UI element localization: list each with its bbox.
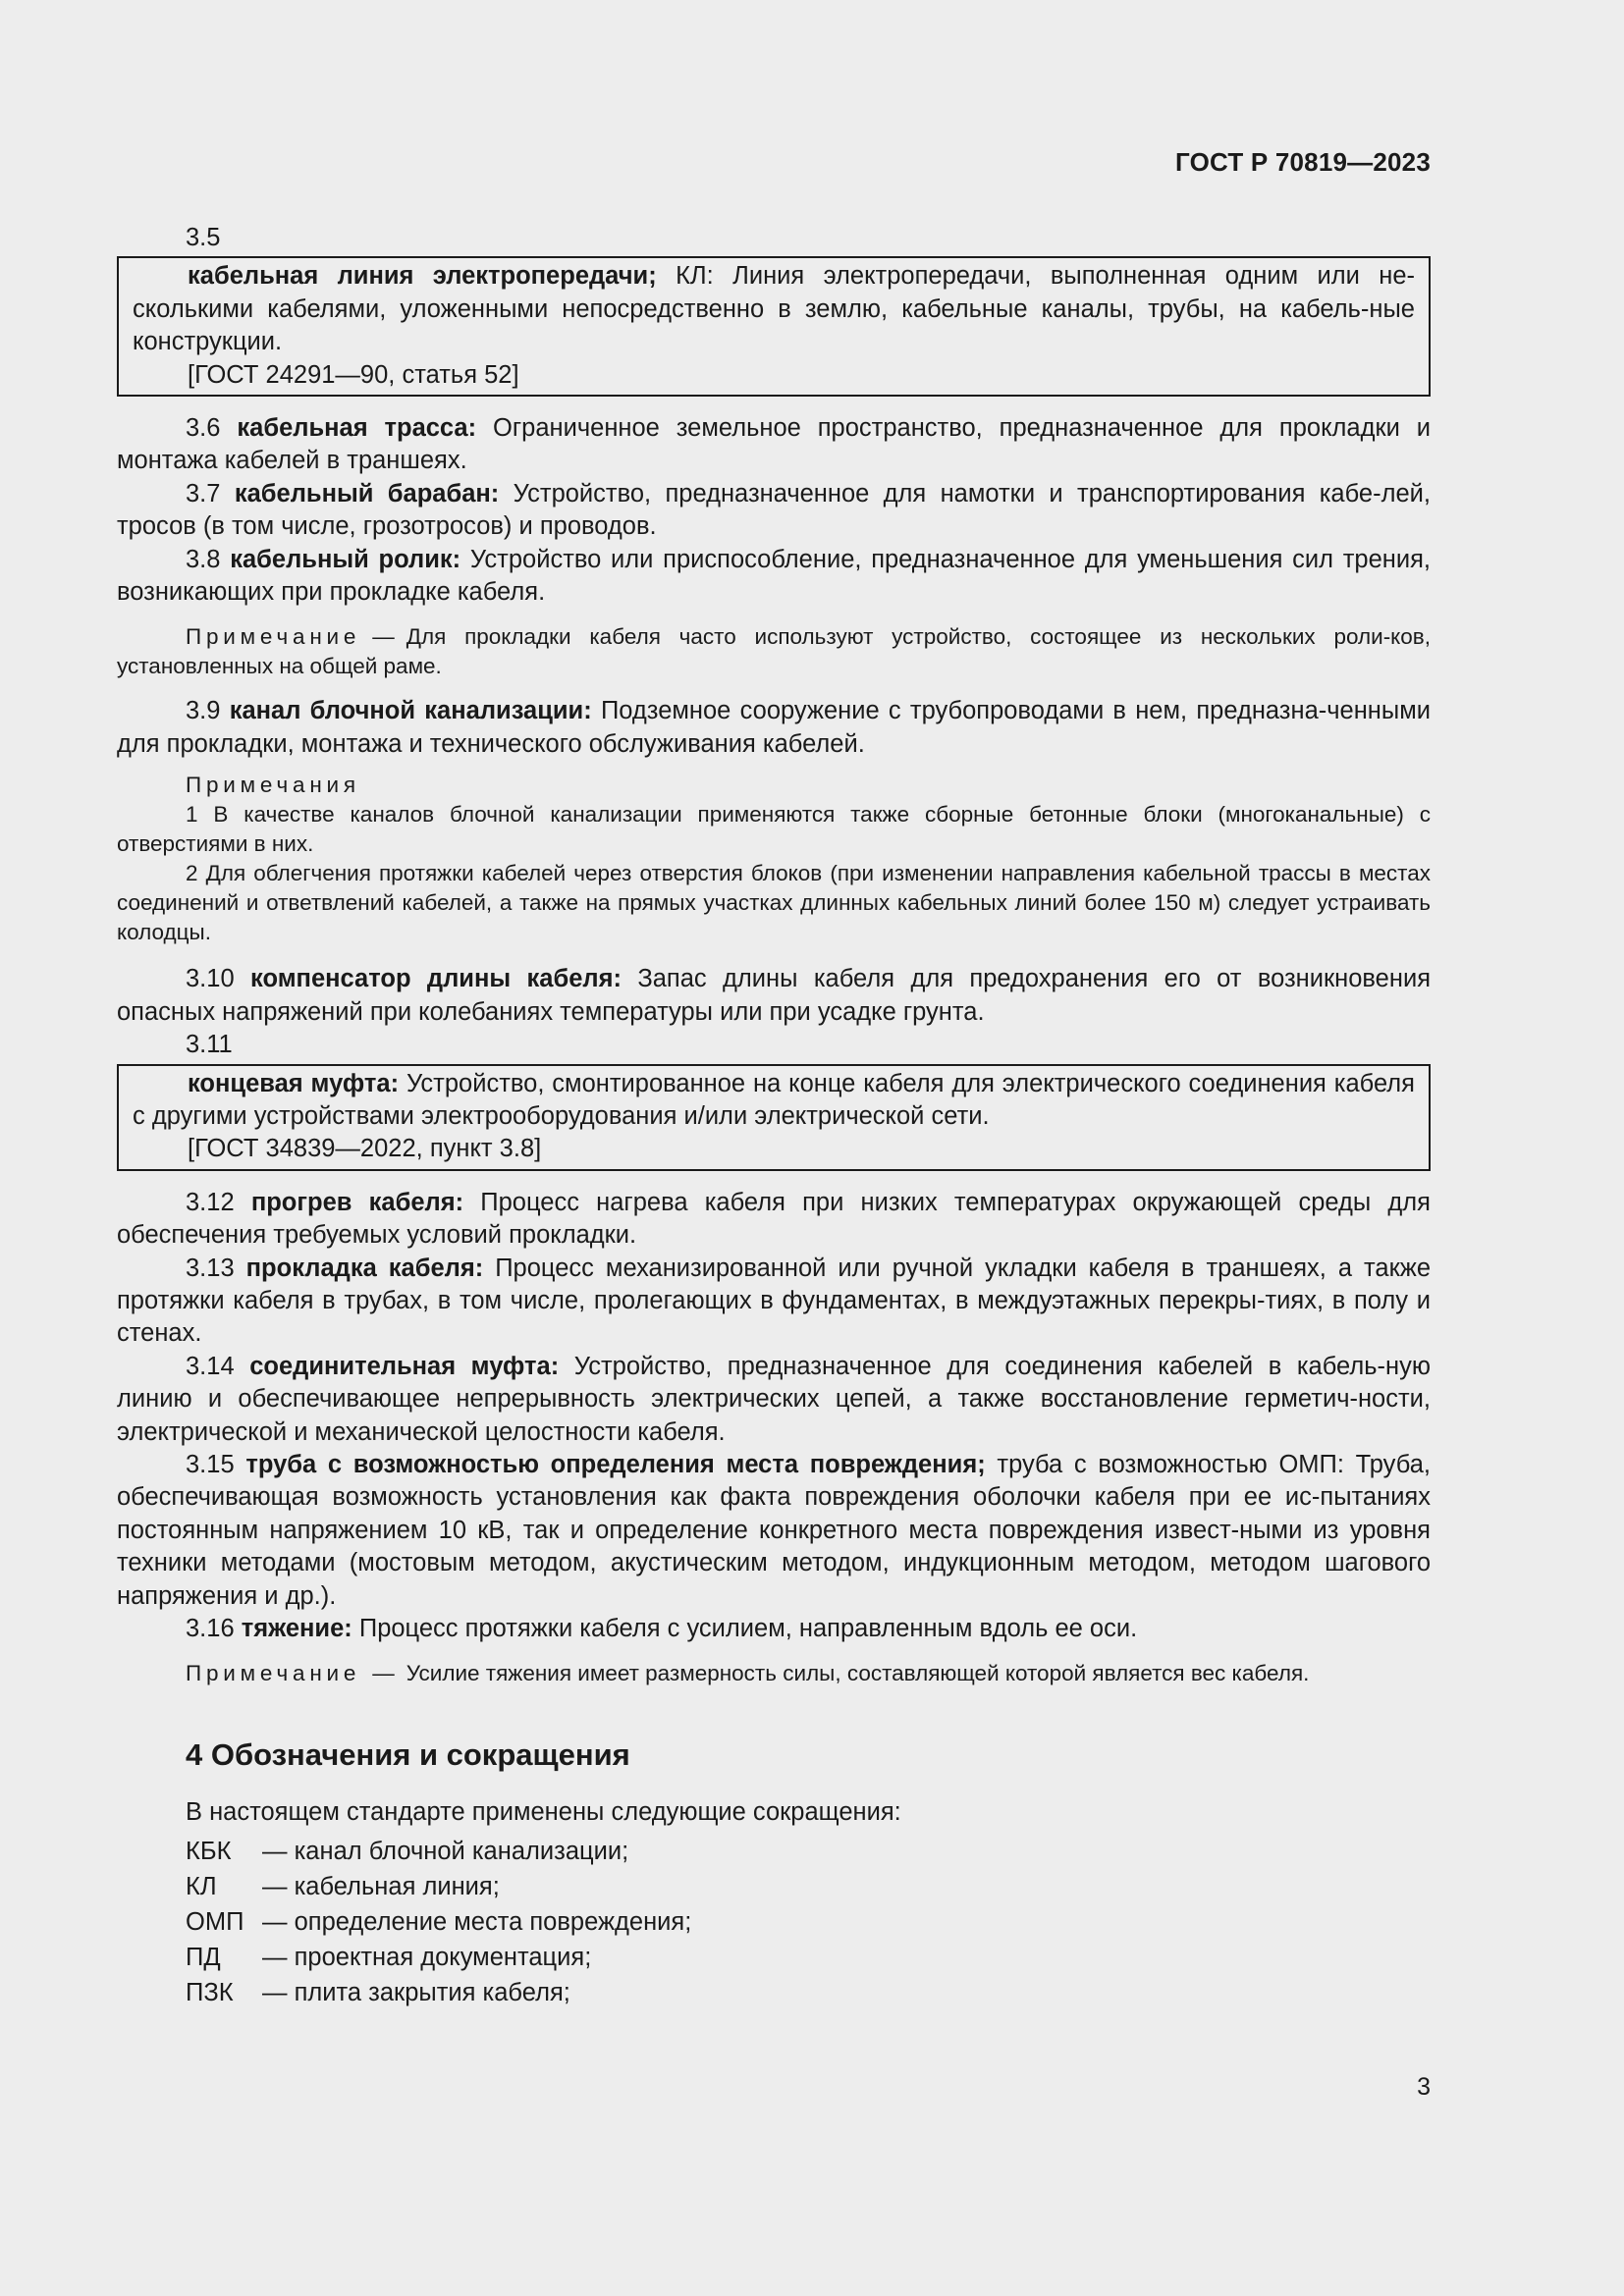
term-paragraph: [117, 412, 1431, 478]
term-definition: Процесс нагрева кабеля при низких температурах окружающей среды для обеспечения требуемых условий прокладки.: [117, 1188, 1431, 1250]
term-notes: [117, 771, 1431, 947]
term-name: труба с возможностью определения места повреждения;: [245, 1450, 986, 1478]
term-name: прогрев кабеля:: [250, 1188, 464, 1216]
abbreviation-row: [117, 1975, 1431, 2010]
abbreviation-definition: — канал блочной канализации;: [262, 1838, 629, 1866]
abbreviation-definition: — определение места повреждения;: [262, 1908, 692, 1937]
term-definition: Устройство, предназначенное для намотки и транспортирования кабе-лей, тросов (в том числе, грозотросов) и проводов.: [117, 479, 1431, 541]
abbreviation-list: [117, 1834, 1431, 2010]
term-name: кабельная линия электропередачи;: [188, 262, 657, 291]
term-note: Примечание — Для прокладки кабеля часто используют устройство, состоящее из нескольких роли-ков, установленных на общей раме.: [117, 624, 1431, 679]
term-definition: Подземное сооружение с трубопроводами в нем, предназна-ченными для прокладки, монтажа и технического обслуживания кабелей.: [117, 697, 1431, 758]
term-number: 3.9: [186, 697, 221, 725]
section-heading: 4 Обозначения и сокращения: [186, 1737, 630, 1773]
note-text: Для прокладки кабеля часто используют устройство, состоящее из нескольких роли-ков, установленных на общей раме.: [117, 624, 1431, 679]
standard-code-header: ГОСТ Р 70819—2023: [1175, 147, 1431, 177]
term-number: 3.12: [186, 1188, 235, 1216]
boxed-term-definition: [117, 1064, 1431, 1171]
note-text: Усилие тяжения имеет размерность силы, составляющей которой является вес кабеля.: [406, 1661, 1310, 1686]
section-intro: В настоящем стандарте применены следующие сокращения:: [186, 1798, 901, 1827]
term-name: прокладка кабеля:: [245, 1254, 484, 1282]
term-paragraph: [133, 1068, 1415, 1134]
term-paragraph: [117, 695, 1431, 761]
boxed-term-definition: [117, 256, 1431, 397]
term-name: компенсатор длины кабеля:: [250, 965, 622, 993]
term-number: 3.6: [186, 414, 221, 443]
abbreviation-key: ПЗК: [186, 1979, 234, 2007]
page-number: 3: [1417, 2073, 1431, 2101]
term-name: тяжение:: [241, 1615, 352, 1642]
term-paragraph: [117, 1351, 1431, 1449]
abbreviation-key: КЛ: [186, 1873, 217, 1901]
term-paragraph: [117, 1449, 1431, 1613]
term-paragraph: [117, 1187, 1431, 1253]
note-label: Примечание: [186, 624, 361, 650]
term-paragraph: [117, 1613, 1431, 1645]
term-definition: КЛ: Линия электропередачи, выполненная одним или не-сколькими кабелями, уложенными непосредственно в землю, кабельные каналы, трубы, на кабель-ные конструкции.: [133, 262, 1415, 356]
term-number: 3.5: [186, 224, 221, 251]
term-definition: Устройство или приспособление, предназначенное для уменьшения сил трения, возникающих при прокладке кабеля.: [117, 545, 1431, 607]
term-definition: Ограниченное земельное пространство, предназначенное для прокладки и монтажа кабелей в траншеях.: [117, 414, 1432, 475]
term-name: кабельный ролик:: [230, 545, 461, 573]
abbreviation-key: КБК: [186, 1838, 232, 1866]
term-name: концевая муфта:: [188, 1069, 400, 1097]
term-number: 3.11: [186, 1031, 233, 1059]
term-number: 3.8: [186, 545, 221, 573]
term-paragraph: [133, 260, 1415, 358]
term-source-reference: [ГОСТ 24291—90, статья 52]: [188, 360, 519, 389]
abbreviation-row: [117, 1834, 1431, 1869]
abbreviation-row: [117, 1869, 1431, 1904]
term-definition: Процесс механизированной или ручной укладки кабеля в траншеях, а также протяжки кабеля в трубах, в том числе, пролегающих в фундаментах, в междуэтажных перекры-тиях, в полу и стенах.: [117, 1254, 1432, 1348]
note-item: 2 Для облегчения протяжки кабелей через отверстия блоков (при изменении направления кабельной трассы в местах соединений и ответвлений кабелей, а также на прямых участках длинных кабельных линий более 150 м) следует устраивать колодцы.: [117, 861, 1431, 945]
abbreviation-key: ОМП: [186, 1908, 244, 1937]
abbreviation-definition: — проектная документация;: [262, 1944, 592, 1972]
term-name: кабельная трасса:: [237, 414, 477, 443]
page-content: [117, 222, 1431, 2010]
term-number: 3.10: [186, 965, 235, 993]
term-definition: труба с возможностью ОМП: Труба, обеспечивающая возможность установления как факта повреждения оболочки кабеля при ее ис-пытаниях постоянным напряжением 10 кВ, так и определение конкретного места повреждения извест-ными из уровня техники методами (мостовым методом, акустическим методом, индукционным методом, методом шагового напряжения и др.).: [117, 1450, 1432, 1610]
term-number: 3.14: [186, 1352, 235, 1380]
term-source-reference: [ГОСТ 34839—2022, пункт 3.8]: [188, 1135, 542, 1163]
term-definition: Устройство, смонтированное на конце кабеля для электрического соединения кабеля с другими устройствами электрооборудования и/или электрической сети.: [133, 1069, 1415, 1130]
term-paragraph: [117, 963, 1431, 1029]
abbreviation-row: [117, 1940, 1431, 1975]
note-item: 1 В качестве каналов блочной канализации применяются также сборные бетонные блоки (многоканальные) с отверстиями в них.: [117, 802, 1431, 857]
term-number: 3.13: [186, 1254, 235, 1282]
abbreviation-row: [117, 1904, 1431, 1940]
term-name: соединительная муфта:: [249, 1352, 560, 1380]
term-paragraph: [117, 1253, 1431, 1351]
term-number: 3.15: [186, 1450, 235, 1478]
term-name: канал блочной канализации:: [229, 697, 592, 725]
term-number: 3.7: [186, 479, 221, 507]
term-number: 3.16: [186, 1615, 235, 1642]
abbreviation-definition: — плита закрытия кабеля;: [262, 1979, 570, 2007]
abbreviation-key: ПД: [186, 1944, 221, 1972]
term-note: Примечание — Усилие тяжения имеет размерность силы, составляющей которой является вес кабеля.: [186, 1661, 1310, 1686]
note-label: Примечание: [186, 1661, 361, 1686]
term-definition: Процесс протяжки кабеля с усилием, направленным вдоль ее оси.: [352, 1615, 1138, 1642]
notes-label: Примечания: [186, 773, 360, 798]
term-paragraph: [117, 478, 1431, 544]
abbreviation-definition: — кабельная линия;: [262, 1873, 500, 1901]
term-paragraph: [117, 544, 1431, 610]
term-name: кабельный барабан:: [234, 479, 500, 507]
term-definition: Устройство, предназначенное для соединения кабелей в кабель-ную линию и обеспечивающее непрерывность электрических цепей, а также восстановление герметич-ности, электрической и механической целостности кабеля.: [117, 1352, 1431, 1446]
term-definition: Запас длины кабеля для предохранения его от возникновения опасных напряжений при колебаниях температуры или при усадке грунта.: [117, 965, 1431, 1026]
